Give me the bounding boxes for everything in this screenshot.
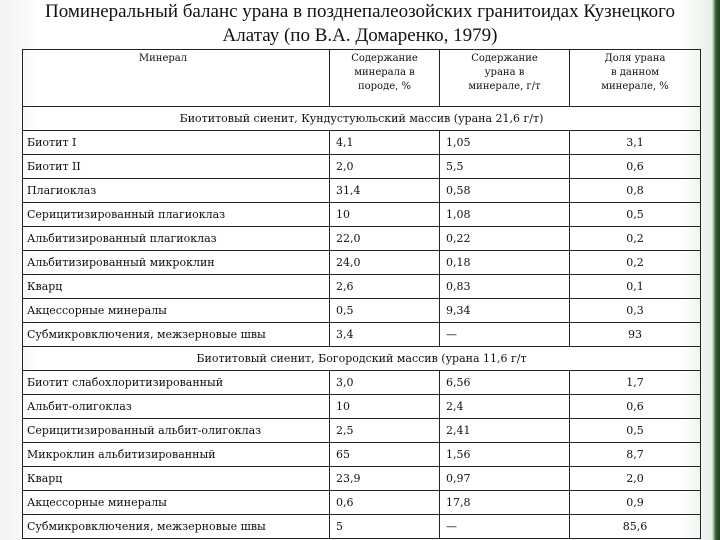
table-row	[23, 443, 701, 467]
title-line-2: Алатау (по В.А. Домаренко, 1979)	[222, 25, 498, 46]
cell-uranium-share: 8,7	[570, 443, 701, 467]
header-text: Содержание	[351, 53, 418, 64]
table-row	[23, 227, 701, 251]
cell-uranium-share: 0,8	[570, 179, 701, 203]
header-text: Содержание	[471, 53, 538, 64]
header-text: минерала в	[354, 67, 415, 78]
page-title	[0, 0, 720, 48]
table-row	[23, 275, 701, 299]
header-mineral-text: Минерал	[138, 53, 188, 64]
table-row	[23, 467, 701, 491]
cell-uranium-content: 0,97	[440, 467, 570, 491]
cell-mineral: Альбитизированный плагиоклаз	[23, 227, 330, 251]
cell-mineral: Биотит II	[23, 155, 330, 179]
cell-mineral: Микроклин альбитизированный	[23, 443, 330, 467]
cell-uranium-content: 2,4	[440, 395, 570, 419]
cell-uranium-share: 0,5	[570, 419, 701, 443]
header-text: в данном	[610, 67, 660, 78]
cell-mineral-content: 10	[330, 395, 440, 419]
cell-mineral: Биотит I	[23, 131, 330, 155]
cell-uranium-share: 93	[570, 323, 701, 347]
cell-mineral-content: 23,9	[330, 467, 440, 491]
header-uranium-content	[440, 50, 570, 107]
header-mineral-content	[330, 50, 440, 107]
cell-mineral: Акцессорные минералы	[23, 299, 330, 323]
table-row	[23, 323, 701, 347]
cell-uranium-share: 0,3	[570, 299, 701, 323]
header-text: Доля урана	[604, 53, 666, 64]
section-title: Биотитовый сиенит, Кундустуюльский массив (урана 21,6 г/т)	[23, 107, 701, 131]
table-body	[23, 107, 701, 539]
table-row	[23, 419, 701, 443]
table-row	[23, 299, 701, 323]
cell-mineral: Биотит слабохлоритизированный	[23, 371, 330, 395]
cell-uranium-content: 1,05	[440, 131, 570, 155]
table-row	[23, 371, 701, 395]
cell-mineral: Субмикровключения, межзерновые швы	[23, 323, 330, 347]
header-uranium-share	[570, 50, 701, 107]
cell-mineral-content: 0,5	[330, 299, 440, 323]
table-row	[23, 131, 701, 155]
balance-table-container	[22, 49, 700, 539]
header-mineral	[23, 50, 330, 107]
cell-uranium-content: 0,83	[440, 275, 570, 299]
table-header-row	[23, 50, 701, 107]
cell-uranium-content: 5,5	[440, 155, 570, 179]
header-text: минерале, %	[601, 81, 669, 92]
cell-mineral: Кварц	[23, 467, 330, 491]
cell-uranium-content: 9,34	[440, 299, 570, 323]
section-title: Биотитовый сиенит, Богородский массив (урана 11,6 г/т	[23, 347, 701, 371]
cell-mineral: Альбитизированный микроклин	[23, 251, 330, 275]
cell-uranium-content: 0,18	[440, 251, 570, 275]
cell-mineral-content: 4,1	[330, 131, 440, 155]
table-row	[23, 251, 701, 275]
cell-mineral: Кварц	[23, 275, 330, 299]
cell-uranium-share: 0,9	[570, 491, 701, 515]
cell-uranium-content: —	[440, 515, 570, 539]
header-text: минерале, г/т	[468, 81, 541, 92]
uranium-balance-table	[22, 49, 701, 539]
cell-uranium-content: 1,08	[440, 203, 570, 227]
table-row	[23, 395, 701, 419]
cell-uranium-share: 2,0	[570, 467, 701, 491]
cell-mineral: Акцессорные минералы	[23, 491, 330, 515]
cell-mineral-content: 5	[330, 515, 440, 539]
cell-mineral-content: 65	[330, 443, 440, 467]
table-row	[23, 515, 701, 539]
cell-uranium-share: 85,6	[570, 515, 701, 539]
cell-mineral-content: 3,0	[330, 371, 440, 395]
cell-mineral: Серицитизированный альбит-олигоклаз	[23, 419, 330, 443]
cell-uranium-content: 0,22	[440, 227, 570, 251]
cell-mineral-content: 24,0	[330, 251, 440, 275]
cell-uranium-content: 2,41	[440, 419, 570, 443]
title-line-1: Поминеральный баланс урана в позднепалеозойских гранитоидах Кузнецкого	[45, 1, 675, 22]
cell-uranium-content: 6,56	[440, 371, 570, 395]
cell-mineral: Серицитизированный плагиоклаз	[23, 203, 330, 227]
cell-uranium-share: 0,5	[570, 203, 701, 227]
cell-mineral-content: 22,0	[330, 227, 440, 251]
cell-mineral-content: 2,6	[330, 275, 440, 299]
cell-uranium-share: 3,1	[570, 131, 701, 155]
cell-mineral-content: 31,4	[330, 179, 440, 203]
section-header-row	[23, 107, 701, 131]
table-row	[23, 203, 701, 227]
cell-mineral: Субмикровключения, межзерновые швы	[23, 515, 330, 539]
cell-mineral-content: 0,6	[330, 491, 440, 515]
cell-uranium-share: 0,2	[570, 251, 701, 275]
cell-uranium-content: 0,58	[440, 179, 570, 203]
cell-uranium-share: 0,1	[570, 275, 701, 299]
cell-mineral-content: 2,5	[330, 419, 440, 443]
cell-mineral: Альбит-олигоклаз	[23, 395, 330, 419]
header-text: урана в	[484, 67, 525, 78]
cell-uranium-content: —	[440, 323, 570, 347]
cell-mineral-content: 3,4	[330, 323, 440, 347]
cell-mineral-content: 2,0	[330, 155, 440, 179]
cell-uranium-share: 1,7	[570, 371, 701, 395]
header-text: породе, %	[357, 81, 412, 92]
cell-uranium-share: 0,6	[570, 155, 701, 179]
cell-mineral: Плагиоклаз	[23, 179, 330, 203]
cell-uranium-share: 0,2	[570, 227, 701, 251]
section-header-row	[23, 347, 701, 371]
table-row	[23, 155, 701, 179]
table-row	[23, 179, 701, 203]
cell-uranium-content: 1,56	[440, 443, 570, 467]
cell-uranium-content: 17,8	[440, 491, 570, 515]
table-row	[23, 491, 701, 515]
cell-mineral-content: 10	[330, 203, 440, 227]
cell-uranium-share: 0,6	[570, 395, 701, 419]
